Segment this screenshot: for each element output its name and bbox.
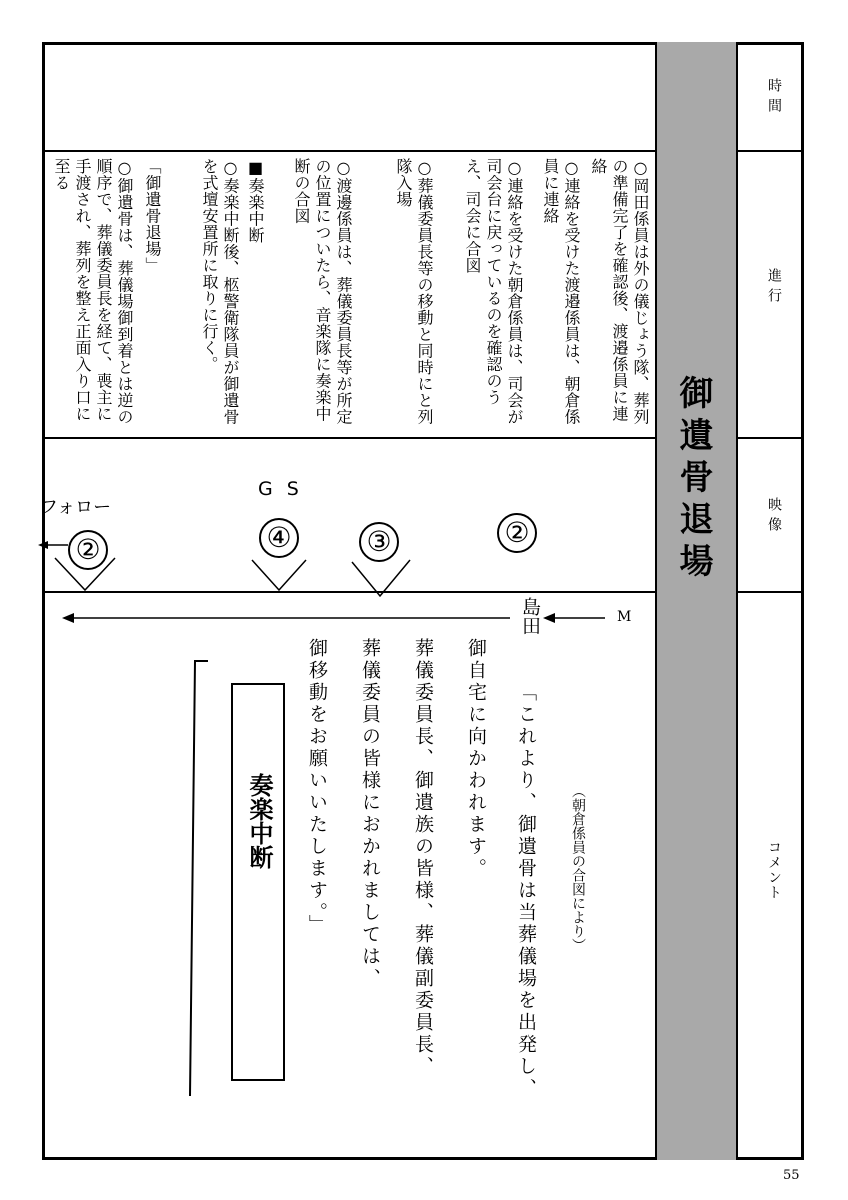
bracket-line xyxy=(190,661,208,1096)
gs-label: G S xyxy=(258,478,303,500)
camera-2: ② xyxy=(497,513,537,553)
narration-line: 「これより、御遺骨は当葬儀場を出発し、 xyxy=(515,682,537,1100)
header-time: 時間 xyxy=(766,78,782,118)
progress-item: ○葬儀委員長等の移動と同時にと列隊入場 xyxy=(394,158,434,425)
header-comment: コメント xyxy=(766,840,782,900)
camera-2-follow: ② xyxy=(68,530,108,570)
follow-arrow xyxy=(38,541,68,549)
progress-item: ○奏楽中断後、柩警衛隊員が御遺骨を式壇安置所に取りに行く。 xyxy=(200,158,240,425)
narration-line: 御自宅に向かわれます。 xyxy=(465,638,487,880)
progress-item: ○連絡を受けた朝倉係員は、司会が司会台に戻っているのを確認のうえ、司会に合図 xyxy=(463,158,524,425)
follow-label: フォロー xyxy=(40,497,112,518)
camera-angle-marker xyxy=(252,560,306,590)
shimada-label: 島田 xyxy=(519,597,541,635)
progress-item: ○岡田係員は外の儀じょう隊、葬列の準備完了を確認後、渡邉係員に連絡 xyxy=(589,158,650,425)
music-stop-box xyxy=(231,683,285,1081)
page-number: 55 xyxy=(783,1168,800,1183)
m-label: M xyxy=(617,609,632,625)
progress-item: ○御遺骨は、葬儀場御到着とは逆の順序で、葬儀委員長を経て、喪主に手渡され、葬列を整え正面入り口に至る xyxy=(52,158,134,425)
cue-note: （朝倉係員の合図により） xyxy=(570,784,586,952)
camera-angle-marker xyxy=(352,560,410,596)
narration-line: 葬儀委員の皆様におかれましては、 xyxy=(359,638,381,990)
movement-arrow xyxy=(62,613,510,623)
narration-line: 葬儀委員長、御遺族の皆様、葬儀副委員長、 xyxy=(412,638,434,1078)
music-cue-arrow xyxy=(543,613,605,623)
header-progress: 進行 xyxy=(766,268,782,308)
page-title: 御遺骨退場 xyxy=(673,375,713,585)
camera-angle-marker xyxy=(55,558,115,590)
progress-item: ○渡邊係員は、葬儀委員長等が所定の位置についたら、音楽隊に奏楽中断の合図 xyxy=(292,158,353,425)
header-video: 映像 xyxy=(766,497,782,537)
camera-3: ③ xyxy=(359,522,399,562)
progress-item: ■奏楽中断 xyxy=(246,158,265,244)
progress-item: 「御遺骨退場」 xyxy=(143,158,162,274)
camera-4: ④ xyxy=(259,518,299,558)
music-stop-label: 奏楽中断 xyxy=(245,773,273,869)
narration-line: 御移動をお願いいたします。」 xyxy=(306,638,328,937)
progress-item: ○連絡を受けた渡邉係員は、朝倉係員に連絡 xyxy=(541,158,581,425)
